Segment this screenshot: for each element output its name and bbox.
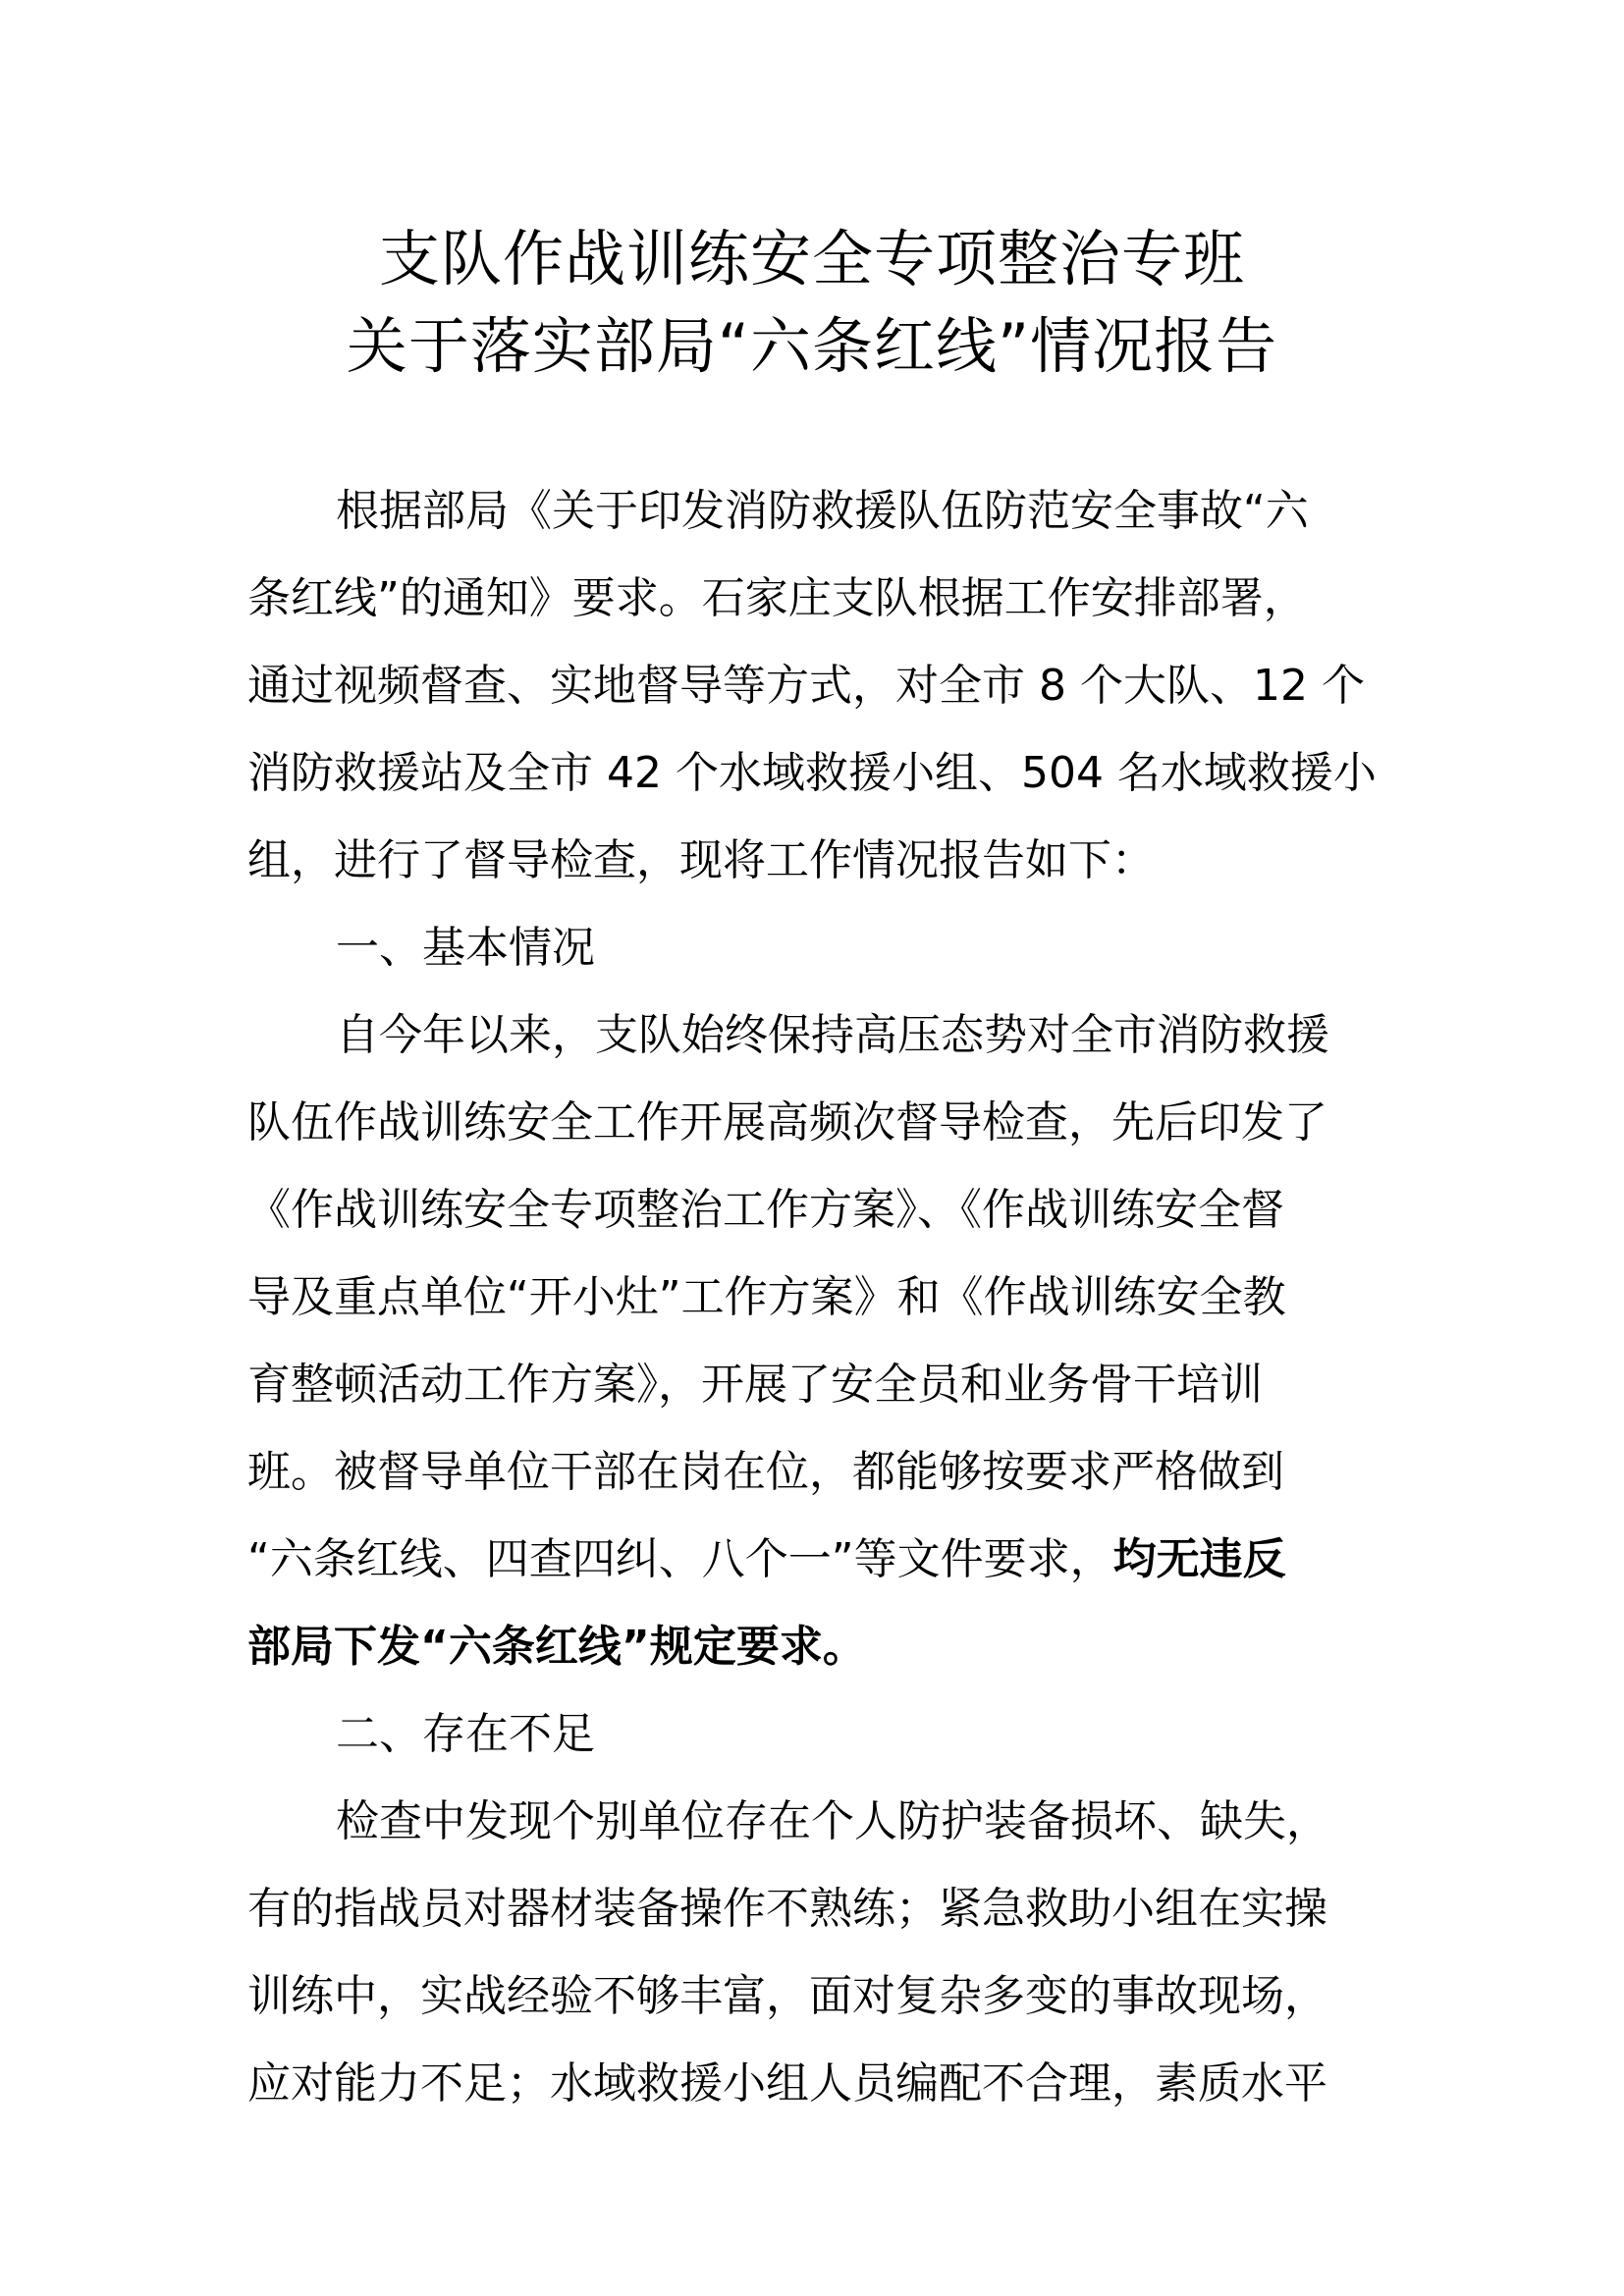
- section2-line: 训练中，实战经验不够丰富，面对复杂多变的事故现场，: [247, 1971, 1327, 2021]
- intro-line: 根据部局《关于印发消防救援队伍防范安全事故“六: [336, 486, 1309, 536]
- section1-line: 育整顿活动工作方案》，开展了安全员和业务骨干培训: [247, 1360, 1263, 1410]
- section2-line: 有的指战员对器材装备操作不熟练；紧急救助小组在实操: [247, 1884, 1327, 1934]
- section1-line: 《作战训练安全专项整治工作方案》、《作战训练安全督: [247, 1185, 1284, 1235]
- section-heading-basic-situation: 一、基本情况: [336, 923, 595, 973]
- section1-line-bold-part: 均无违反: [1112, 1534, 1286, 1584]
- intro-line: 通过视频督查、实地督导等方式，对全市 8 个大队、12 个: [247, 661, 1365, 711]
- section1-line-mixed: [247, 1516, 1384, 1603]
- document-title-line-1: 支队作战训练安全专项整治专班: [378, 223, 1245, 294]
- intro-line: 组，进行了督导检查，现将工作情况报告如下：: [247, 835, 1155, 885]
- document-body: [247, 467, 1384, 2127]
- document-title-line-2: 关于落实部局“六条红线”情况报告: [346, 310, 1278, 382]
- section1-line: 导及重点单位“开小灶”工作方案》和《作战训练安全教: [247, 1272, 1286, 1322]
- section1-line: 队伍作战训练安全工作开展高频次督导检查，先后印发了: [247, 1097, 1327, 1148]
- section-heading-shortcomings: 二、存在不足: [336, 1709, 595, 1759]
- intro-line: 消防救援站及全市 42 个水域救援小组、504 名水域救援小: [247, 748, 1377, 798]
- intro-line: 条红线”的通知》要求。石家庄支队根据工作安排部署，: [247, 573, 1307, 623]
- section1-line: 自今年以来，支队始终保持高压态势对全市消防救援: [336, 1010, 1329, 1060]
- section2-line: 应对能力不足；水域救援小组人员编配不合理，素质水平: [247, 2058, 1327, 2109]
- section2-line: 检查中发现个别单位存在个人防护装备损坏、缺失，: [336, 1796, 1329, 1846]
- section1-line: 班。被督导单位干部在岗在位，都能够按要求严格做到: [247, 1447, 1284, 1497]
- section1-conclusion-bold: 部局下发“六条红线”规定要求。: [247, 1622, 866, 1672]
- section1-line-normal-part: “六条红线、四查四纠、八个一”等文件要求，: [247, 1534, 1113, 1584]
